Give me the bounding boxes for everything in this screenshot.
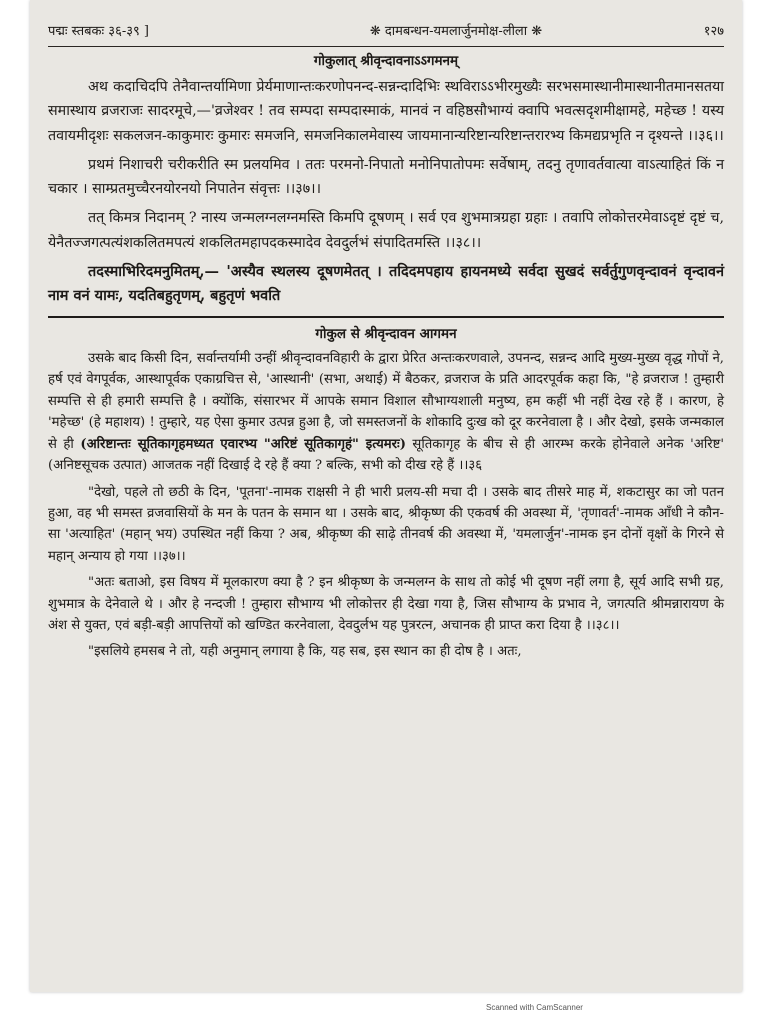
- hindi-text: उसके बाद किसी दिन, सर्वान्तर्यामी उन्हीं श्रीवृन्दावनविहारी के द्वारा प्रेरित अन्तःकरणवाले, उपनन्द, सन्नन्द आदि मुख्य-मुख्य वृद्ध गोपों ने, हर्ष एवं वेगपूर्वक, आस्थापूर्वक एकाग्रचित्त से, 'आस्थानी' (सभा, अथाई) में बैठकर, व्रजराज के प्रति आदरपूर्वक कहा कि, "हे व्रजराज ! तुम्हारी सम्पत्ति से ही हमारी सम्पत्ति है । क्योंकि, संसारभर में आपके समान विशाल सौभाग्यशाली मनुष्य, हम कहीं भी नहीं देख रहे हैं । कारण, हे 'महेच्छ' (हे महाशय) ! तुम्हारे, यह ऐसा कुमार उत्पन्न हुआ है, जो समस्तजनों के शोकादि दुःख को दूर करनेवाला है । और देखो, इसके जन्मकाल से ही: [48, 351, 724, 452]
- sanskrit-title: गोकुलात् श्रीवृन्दावनाऽऽगमनम्: [313, 53, 459, 69]
- scanner-watermark: Scanned with CamScanner: [486, 1003, 583, 1012]
- sanskrit-paragraph: तत् किमत्र निदानम् ? नास्य जन्मलग्नलग्नमस्ति किमपि दूषणम् । सर्व एव शुभमात्रग्रहा ग्रहाः । तवापि लोकोत्तरमेवाऽदृष्टं दृष्टं च, येनैतज्जगत्पत्यंशकलितमपत्यं शकलितमहापदकस्मादेव देवदुर्लभं संपादितमस्ति ।।३८।।: [48, 210, 724, 251]
- hindi-section: [48, 324, 724, 663]
- sanskrit-paragraph: प्रथमं निशाचरी चरीकरीति स्म प्रलयमिव । ततः परमनो-निपातो मनोनिपातोपमः सर्वेषाम्, तदनु तृणावर्तवात्या वाऽत्याहितं किं न चकार । साम्प्रतमुच्चैरनयोरनयो निपातेन संवृत्तः ।।३७।।: [48, 156, 724, 198]
- hindi-text: सूतिकागृह के बीच से ही आरम्भ करके होनेवाले अनेक 'अरिष्ट' (अनिष्टसूचक उत्पात) आजतक नहीं दिखाई दे रहे हैं क्या ? बल्कि, सभी को दीख रहे हैं ।।३६: [48, 436, 724, 474]
- header-rule: [48, 46, 724, 47]
- hindi-paragraph: [48, 348, 724, 476]
- sanskrit-paragraph: अथ कदाचिदपि तेनैवान्तर्यामिणा प्रेर्यमाणान्तःकरणोपनन्द-सन्नन्दादिभिः स्थविराऽऽभीरमुख्यैः सरभसमास्थानीमास्थानीतमानसतया समास्थाय व्रजराजः सादरमूचे,—'व्रजेश्वर ! तव सम्पदा सम्पदास्माकं, मानवं न वहिष्ठसौभाग्यं क्वापि भवत्सदृशमीक्षामहे, महेच्छ ! यस्य तवायमीदृशः सकलजन-काकुमारः कुमारः समजनि, समजनिकालमेवास्य जायमानान्यरिष्टान्यरिष्टान्तरारभ्य किमद्यप्रभृति न दृश्यन्ते ।।३६।।: [48, 79, 724, 144]
- hindi-paragraph: "अतः बताओ, इस विषय में मूलकारण क्या है ? इन श्रीकृष्ण के जन्मलग्न के साथ तो कोई भी दूषण नहीं लगा है, सूर्य आदि सभी ग्रह, शुभमात्र के देनेवाले थे । और हे नन्दजी ! तुम्हारा सौभाग्य भी लोकोत्तर ही देखा गया है, जिस सौभाग्य के प्रभाव ने, जगत्पति श्रीमन्नारायण के अंश से युक्त, एवं बड़ी-बड़ी आपत्तियों को खण्डित करनेवाला, देवदुर्लभ यह पुत्ररत्न, अचानक ही प्राप्त करा दिया है ।।३८।।: [48, 575, 724, 633]
- page-number: १२७: [703, 24, 724, 39]
- header-center: ❋ दामबन्धन-यमलार्जुनमोक्ष-लीला ❋: [369, 24, 543, 39]
- hindi-paragraph: "देखो, पहले तो छठी के दिन, 'पूतना'-नामक राक्षसी ने ही भारी प्रलय-सी मचा दी । उसके बाद तीसरे माह में, शकटासुर का जो पतन हुआ, वह भी समस्त व्रजवासियों के मन के पतन के समान था । उसके बाद, श्रीकृष्ण की एकवर्ष की अवस्था में, 'तृणावर्त'-नामक आँधी ने कौन-सा 'अत्याहित' (महान् भय) उपस्थित नहीं किया ? अब, श्रीकृष्ण की साढ़े तीनवर्ष की अवस्था में, 'यमलार्जुन'-नामक इन दोनों वृक्षों के गिरने से महान् अन्याय हो गया ।।३७।।: [48, 484, 724, 564]
- header-left: पद्मः स्तबकः ३६-३९ ]: [48, 24, 149, 39]
- hindi-paragraph: "इसलिये हमसब ने तो, यही अनुमान् लगाया है कि, यह सब, इस स्थान का ही दोष है । अतः,: [88, 644, 522, 660]
- hindi-title: गोकुल से श्रीवृन्दावन आगमन: [315, 326, 457, 343]
- section-divider: [48, 316, 724, 318]
- running-header: [48, 22, 724, 42]
- hindi-quote-bold: (अरिष्टान्तः सूतिकागृहमध्यत एवारभ्य "अरिष्टं सूतिकागृहं" इत्यमरः): [80, 436, 406, 452]
- book-page: [30, 0, 742, 992]
- sanskrit-section: [48, 51, 724, 308]
- sanskrit-paragraph: तदस्माभिरिदमनुमितम्,— 'अस्यैव स्थलस्य दूषणमेतत् । तदिदमपहाय हायनमध्ये सर्वदा सुखदं सर्वर्तुगुणवृन्दावनं वृन्दावनं नाम वनं यामः, यदतिबहुतृणम्, बहुतृणं भवति: [48, 263, 724, 305]
